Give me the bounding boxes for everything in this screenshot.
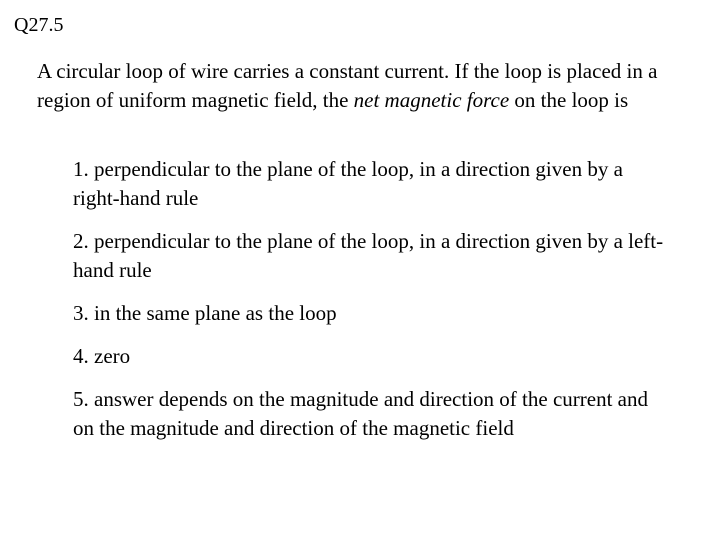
question-number: Q27.5 xyxy=(14,14,64,36)
question-text-part1: A circular loop of wire carries a constant current. If the loop is placed in a region of uniform magnetic field, the xyxy=(37,59,658,112)
answer-choice-5: 5. answer depends on the magnitude and direction of the current and on the magnitude and direction of the magnetic field xyxy=(73,387,648,440)
answer-choice-2: 2. perpendicular to the plane of the loop, in a direction given by a left-hand rule xyxy=(73,229,664,282)
answer-choice-4: 4. zero xyxy=(73,344,131,368)
question-text-part2: on the loop is xyxy=(509,88,629,112)
question-emphasis: net magnetic force xyxy=(353,88,510,112)
question-text xyxy=(37,57,677,115)
answer-choices xyxy=(73,155,673,443)
answer-choice-1: 1. perpendicular to the plane of the loop, in a direction given by a right-hand rule xyxy=(73,157,623,210)
answer-choice-3: 3. in the same plane as the loop xyxy=(73,301,337,325)
